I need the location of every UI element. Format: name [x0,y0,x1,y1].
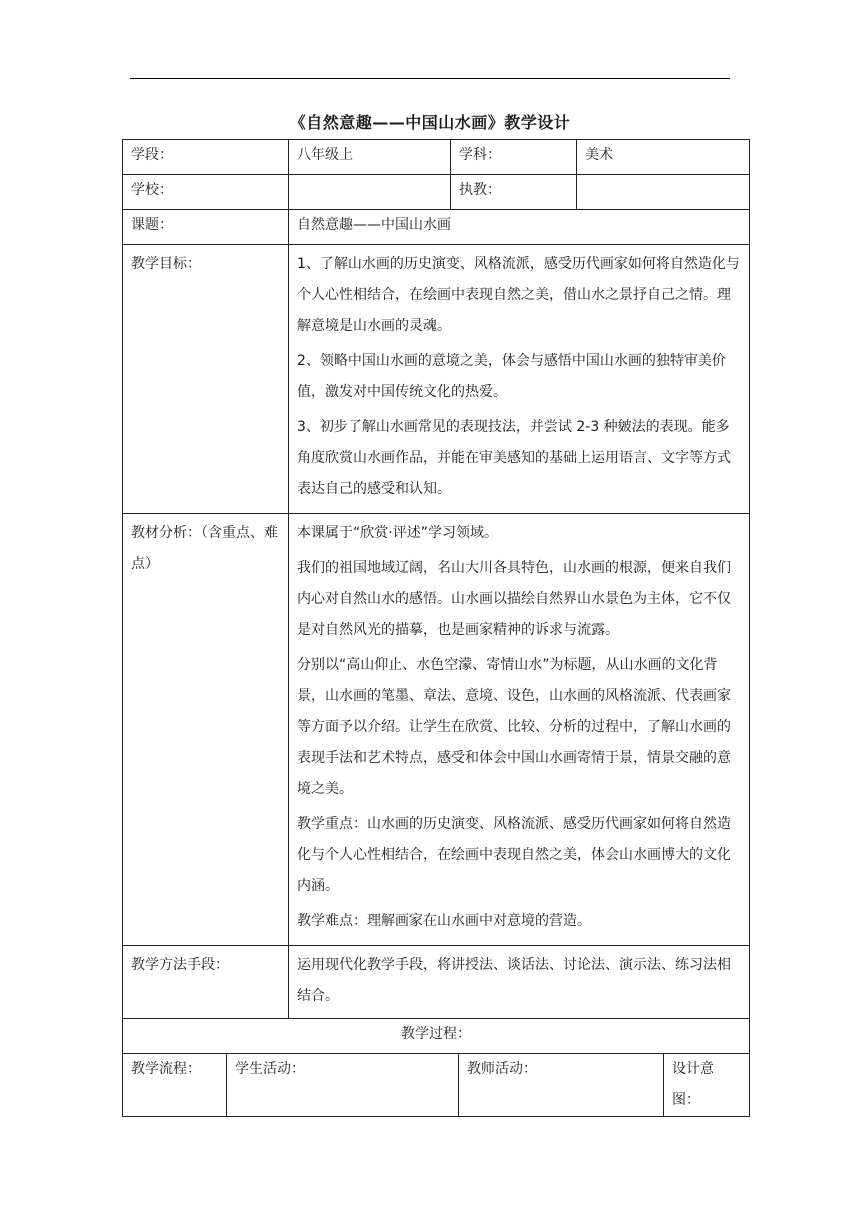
goal-item: 1、了解山水画的历史演变、风格流派，感受历代画家如何将自然造化与个人心性相结合，在绘画中表现自然之美，借山水之景抒自己之情。理解意境是山水画的灵魂。 [297,256,740,334]
goals-cell [289,245,750,514]
goal-item: 3、初步了解山水画常见的表现技法，并尝试 2-3 种皴法的表现。能多角度欣赏山水画作品，并能在审美感知的基础上运用语言、文字等方式表达自己的感受和认知。 [297,419,731,497]
subject-value: 美术 [577,140,750,175]
analysis-paragraph: 我们的祖国地域辽阔，名山大川各具特色，山水画的根源，便来自我们内心对自然山水的感悟。山水画以描绘自然界山水景色为主体，它不仅是对自然风光的描摹，也是画家精神的诉求与流露。 [297,560,731,638]
row-process-header [123,1054,750,1117]
analysis-paragraph: 本课属于“欣赏·评述”学习领域。 [297,525,498,541]
lesson-plan-table [122,139,750,1117]
goal-item: 2、领略中国山水画的意境之美，体会与感悟中国山水画的独特审美价值，激发对中国传统文化的热爱。 [297,353,726,400]
methods-label: 教学方法手段： [123,946,289,1019]
teacher-value [577,175,750,210]
analysis-paragraph: 教学难点：理解画家在山水画中对意境的营造。 [297,913,591,929]
topic-label: 课题： [123,210,289,245]
design-intent-label: 设计意图： [664,1054,750,1117]
teacher-label: 执教： [451,175,577,210]
analysis-label: 教材分析：（含重点、难点） [123,514,289,946]
school-value [289,175,451,210]
row-analysis [123,514,750,946]
school-label: 学校： [123,175,289,210]
document-title: 《自然意趣——中国山水画》教学设计 [289,113,571,132]
analysis-paragraph: 分别以“高山仰止、水色空濛、寄情山水”为标题，从山水画的文化背景，山水画的笔墨、章法、意境、设色，山水画的风格流派、代表画家等方面予以介绍。让学生在欣赏、比较、分析的过程中，了解山水画的表现手法和艺术特点，感受和体会中国山水画寄情于景，情景交融的意境之美。 [297,657,731,797]
analysis-paragraph: 教学重点：山水画的历史演变、风格流派、感受历代画家如何将自然造化与个人心性相结合，在绘画中表现自然之美，体会山水画博大的文化内涵。 [297,816,731,894]
grade-label: 学段： [123,140,289,175]
goals-label: 教学目标： [123,245,289,514]
row-goals [123,245,750,514]
teacher-activity-label: 教师活动： [459,1054,664,1117]
grade-value: 八年级上 [289,140,451,175]
student-activity-label: 学生活动： [227,1054,459,1117]
flow-label: 教学流程： [123,1054,227,1117]
methods-value: 运用现代化教学手段，将讲授法、谈话法、讨论法、演示法、练习法相结合。 [289,946,750,1019]
header-rule [130,78,730,79]
process-title: 教学过程： [123,1019,750,1054]
row-methods [123,946,750,1019]
row-process-title [123,1019,750,1054]
row-grade-subject [123,140,750,175]
row-school-teacher [123,175,750,210]
topic-value: 自然意趣——中国山水画 [289,210,750,245]
analysis-cell [289,514,750,946]
subject-label: 学科： [451,140,577,175]
row-topic [123,210,750,245]
